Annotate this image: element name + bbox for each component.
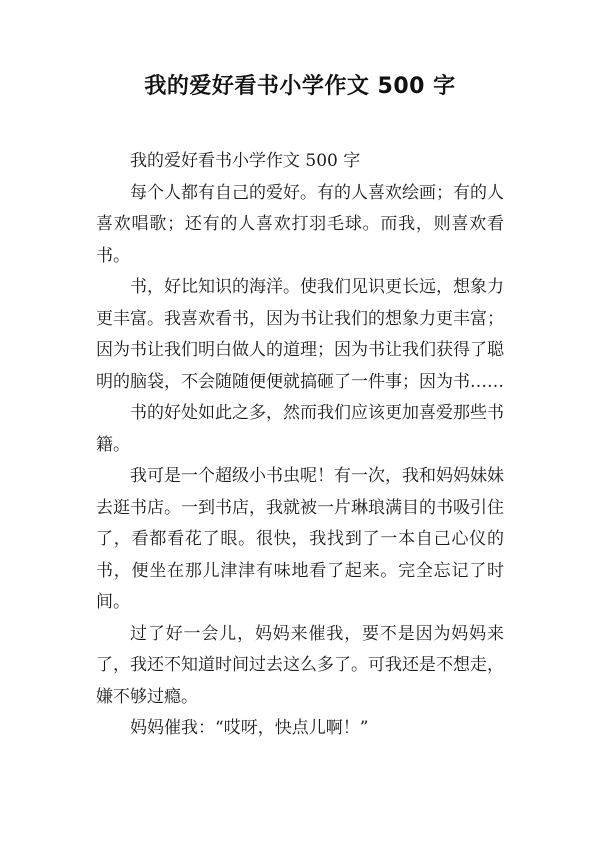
- paragraph: 我的爱好看书小学作文 500 字: [130, 151, 361, 171]
- paragraph: 妈妈催我：“哎呀，快点儿啊！”: [130, 718, 369, 738]
- paragraph: 书的好处如此之多，然而我们应该更加喜爱那些书籍。: [96, 403, 504, 455]
- paragraph: 每个人都有自己的爱好。有的人喜欢绘画；有的人喜欢唱歌；还有的人喜欢打羽毛球。而我，则喜欢看书。: [96, 182, 504, 266]
- paragraph: 过了好一会儿，妈妈来催我，要不是因为妈妈来了，我还不知道时间过去这么多了。可我还是不想走，嫌不够过瘾。: [96, 623, 504, 707]
- document-body: [96, 146, 504, 745]
- document-title: 我的爱好看书小学作文 500 字: [144, 74, 456, 99]
- paragraph: 我可是一个超级小书虫呢！有一次，我和妈妈妹妹去逛书店。一到书店，我就被一片琳琅满目的书吸引住了，看都看花了眼。很快，我找到了一本自己心仪的书，便坐在那儿津津有味地看了起来。完全忘记了时间。: [96, 466, 504, 612]
- paragraph: 书，好比知识的海洋。使我们见识更长远，想象力更丰富。我喜欢看书，因为书让我们的想象力更丰富；因为书让我们明白做人的道理；因为书让我们获得了聪明的脑袋，不会随随便便就搞砸了一件事；因为书……: [96, 277, 504, 392]
